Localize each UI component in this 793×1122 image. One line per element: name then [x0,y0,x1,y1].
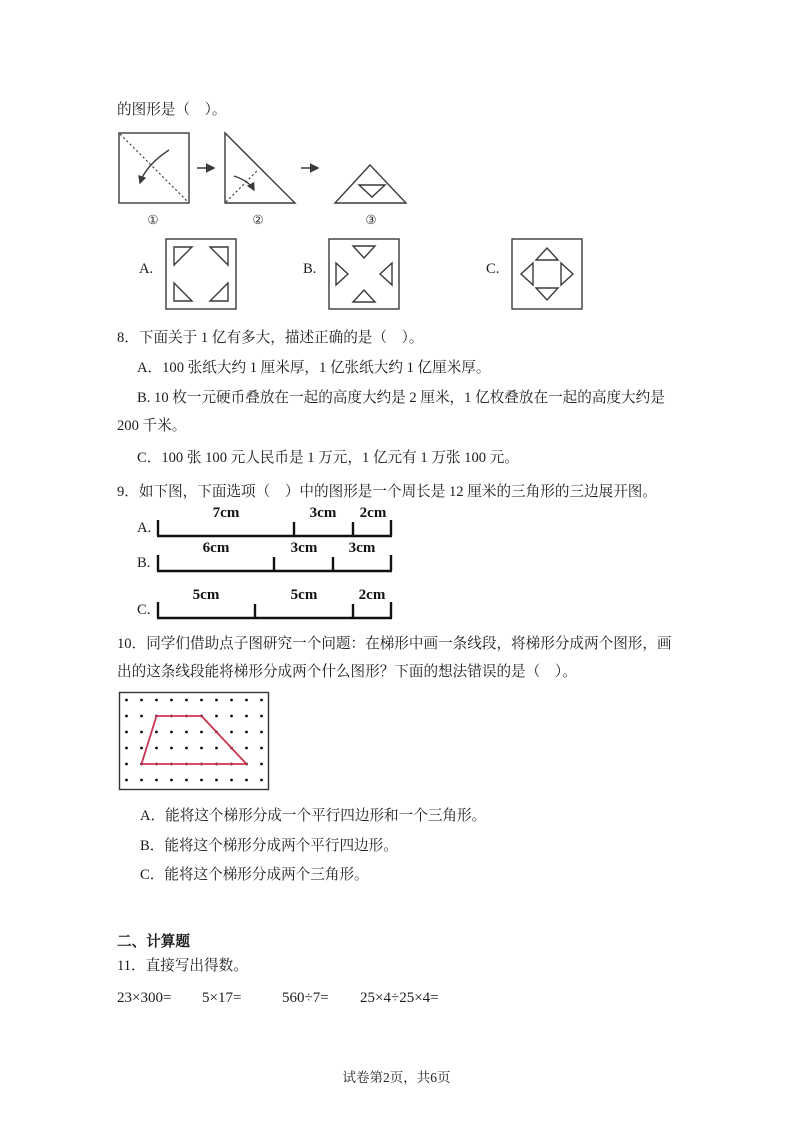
step2-label: ② [252,213,264,227]
q10-option-a: A．能将这个梯形分成一个平行四边形和一个三角形。 [140,808,487,824]
segment-length-label: 5cm [290,587,318,603]
segment-length-label: 5cm [192,587,220,603]
q11-expression-2: 5×17= [202,990,242,1006]
fold-step1-square [119,133,189,203]
q10-option-c: C．能将这个梯形分成两个三角形。 [140,867,369,883]
q9-row-c-label: C. [137,602,151,618]
folding-sequence-figure [117,129,437,229]
option-a-figure [165,238,237,310]
segment-length-label: 2cm [359,505,387,521]
q9-row-b-label: B. [137,555,151,571]
q9-segment-a-figure [156,505,396,543]
outward-triangle-bottom [536,288,558,300]
q9-stem: 9．如下图，下面选项（ ）中的图形是一个周长是 12 厘米的三角形的三边展开图。 [117,484,657,500]
option-b-figure [328,238,400,310]
step3-label: ③ [365,213,377,227]
corner-triangle-br [210,283,228,301]
option-c-label: C. [486,261,500,277]
q10-option-b: B．能将这个梯形分成两个平行四边形。 [140,838,398,854]
corner-triangle-tr [210,247,228,265]
q11-expression-4: 25×4÷25×4= [360,990,439,1006]
segment-length-label: 7cm [212,505,240,521]
option-b-label: B. [303,261,317,277]
segment-length-label: 6cm [202,540,230,556]
inward-triangle-bottom [353,290,375,302]
option-c-figure [511,238,583,310]
page-footer: 试卷第2页，共6页 [342,1070,451,1085]
inward-triangle-left [336,263,348,285]
curved-fold-arrow-icon-2 [234,176,254,190]
q11-expression-1: 23×300= [117,990,172,1006]
question-continuation-text: 的图形是（ ）。 [117,102,227,118]
q9-segment-c-figure [156,587,396,625]
q8-option-a: A．100 张纸大约 1 厘米厚，1 亿张纸大约 1 亿厘米厚。 [137,360,491,376]
corner-triangle-tl [174,247,192,265]
q9-segment-b-figure [156,540,396,578]
cutout-notch-triangle [359,185,385,197]
fold-step3-result-triangle [335,165,406,203]
q8-option-c: C．100 张 100 元人民币是 1 万元，1 亿元有 1 万张 100 元。 [137,450,519,466]
outward-triangle-top [536,248,558,260]
segment-length-label: 3cm [309,505,337,521]
option-a-label: A. [139,261,154,277]
q11-stem: 11．直接写出得数。 [117,958,248,974]
fold-line-diagonal [120,134,188,202]
dot-grid [120,693,268,789]
q8-stem: 8．下面关于 1 亿有多大，描述正确的是（ ）。 [117,330,424,346]
curved-fold-arrow-icon [140,150,169,183]
q9-row-a-label: A. [137,520,152,536]
segment-length-label: 3cm [290,540,318,556]
inward-triangle-top [353,246,375,258]
fold-step2-triangle [225,133,295,203]
outward-triangle-right [561,263,573,285]
q10-stem: 10．同学们借助点子图研究一个问题：在梯形中画一条线段，将梯形分成两个图形，画出的这条线段能将梯形分成两个什么图形？下面的想法错误的是（ ）。 [117,636,672,680]
dot-grid-trapezoid-figure [119,692,269,790]
q11-expression-3: 560÷7= [282,990,329,1006]
q8-option-b: B. 10 枚一元硬币叠放在一起的高度大约是 2 厘米，1 亿枚叠放在一起的高度大约是 200 千米。 [117,390,665,434]
outward-triangle-left [521,263,533,285]
section-2-title: 二、计算题 [117,934,190,950]
step1-label: ① [147,213,159,227]
inward-triangle-right [380,263,392,285]
segment-length-label: 3cm [348,540,376,556]
fold-line-diagonal-2 [226,170,258,202]
segment-length-label: 2cm [358,587,386,603]
corner-triangle-bl [174,283,192,301]
